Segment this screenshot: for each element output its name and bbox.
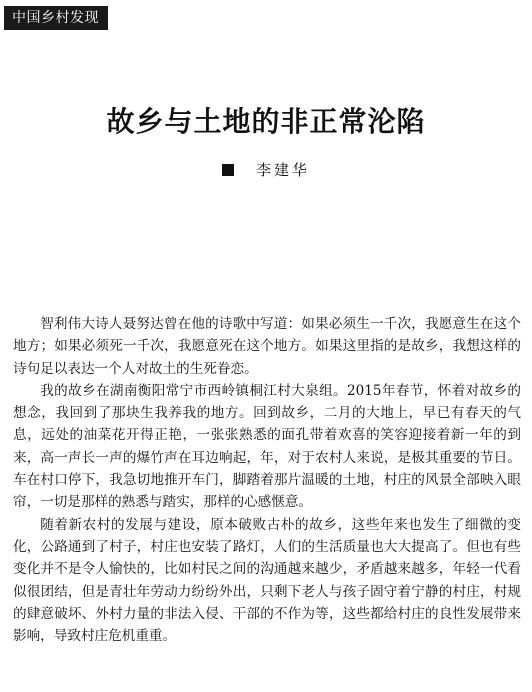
article-title: 故乡与土地的非正常沦陷 — [106, 105, 426, 138]
paragraph: 我的故乡在湖南衡阳常宁市西岭镇桐江村大泉组。2015年春节，怀着对故乡的想念，我回到了那块生我养我的地方。回到故乡，二月的大地上，早已有春天的气息，远处的油菜花开得正艳，一张张熟悉的面孔带着欢喜的笑容迎接着新一年的到来，高一声长一声的爆竹声在耳边响起，年，对于农村人来说，是极其重要的节日。车在村口停下，我急切地推开车门，脚踏着那片温暖的土地，村庄的风景全部映入眼帘，一切是那样的熟悉与踏实，那样的心感惬意。 — [13, 382, 521, 511]
paragraph: 随着新农村的发展与建设，原本破败古朴的故乡，这些年来也发生了细微的变化，公路通到了村子，村庄也安装了路灯，人们的生活质量也大大提高了。但也有些变化并不是令人愉快的，比如村民之间的沟通越来越少，矛盾越来越多，年轻一代看似很团结，但是青壮年劳动力纷纷外出，只剩下老人与孩子固守着宁静的村庄，村规的肆意破坏、外村力量的非法入侵、干部的不作为等，这些都给村庄的良性发展带来影响，导致村庄危机重重。 — [13, 516, 521, 645]
author-name: 李建华 — [255, 161, 310, 179]
byline — [0, 160, 532, 180]
square-bullet-icon — [222, 164, 234, 176]
paragraph: 智利伟大诗人聂努达曾在他的诗歌中写道：如果必须生一千次，我愿意生在这个地方；如果必须死一千次，我愿意死在这个地方。如果这里指的是故乡，我想这样的诗句足以表达一个人对故土的生死眷恋。 — [13, 316, 521, 377]
section-tag: 中国乡村发现 — [4, 6, 108, 30]
article-body — [13, 313, 521, 647]
